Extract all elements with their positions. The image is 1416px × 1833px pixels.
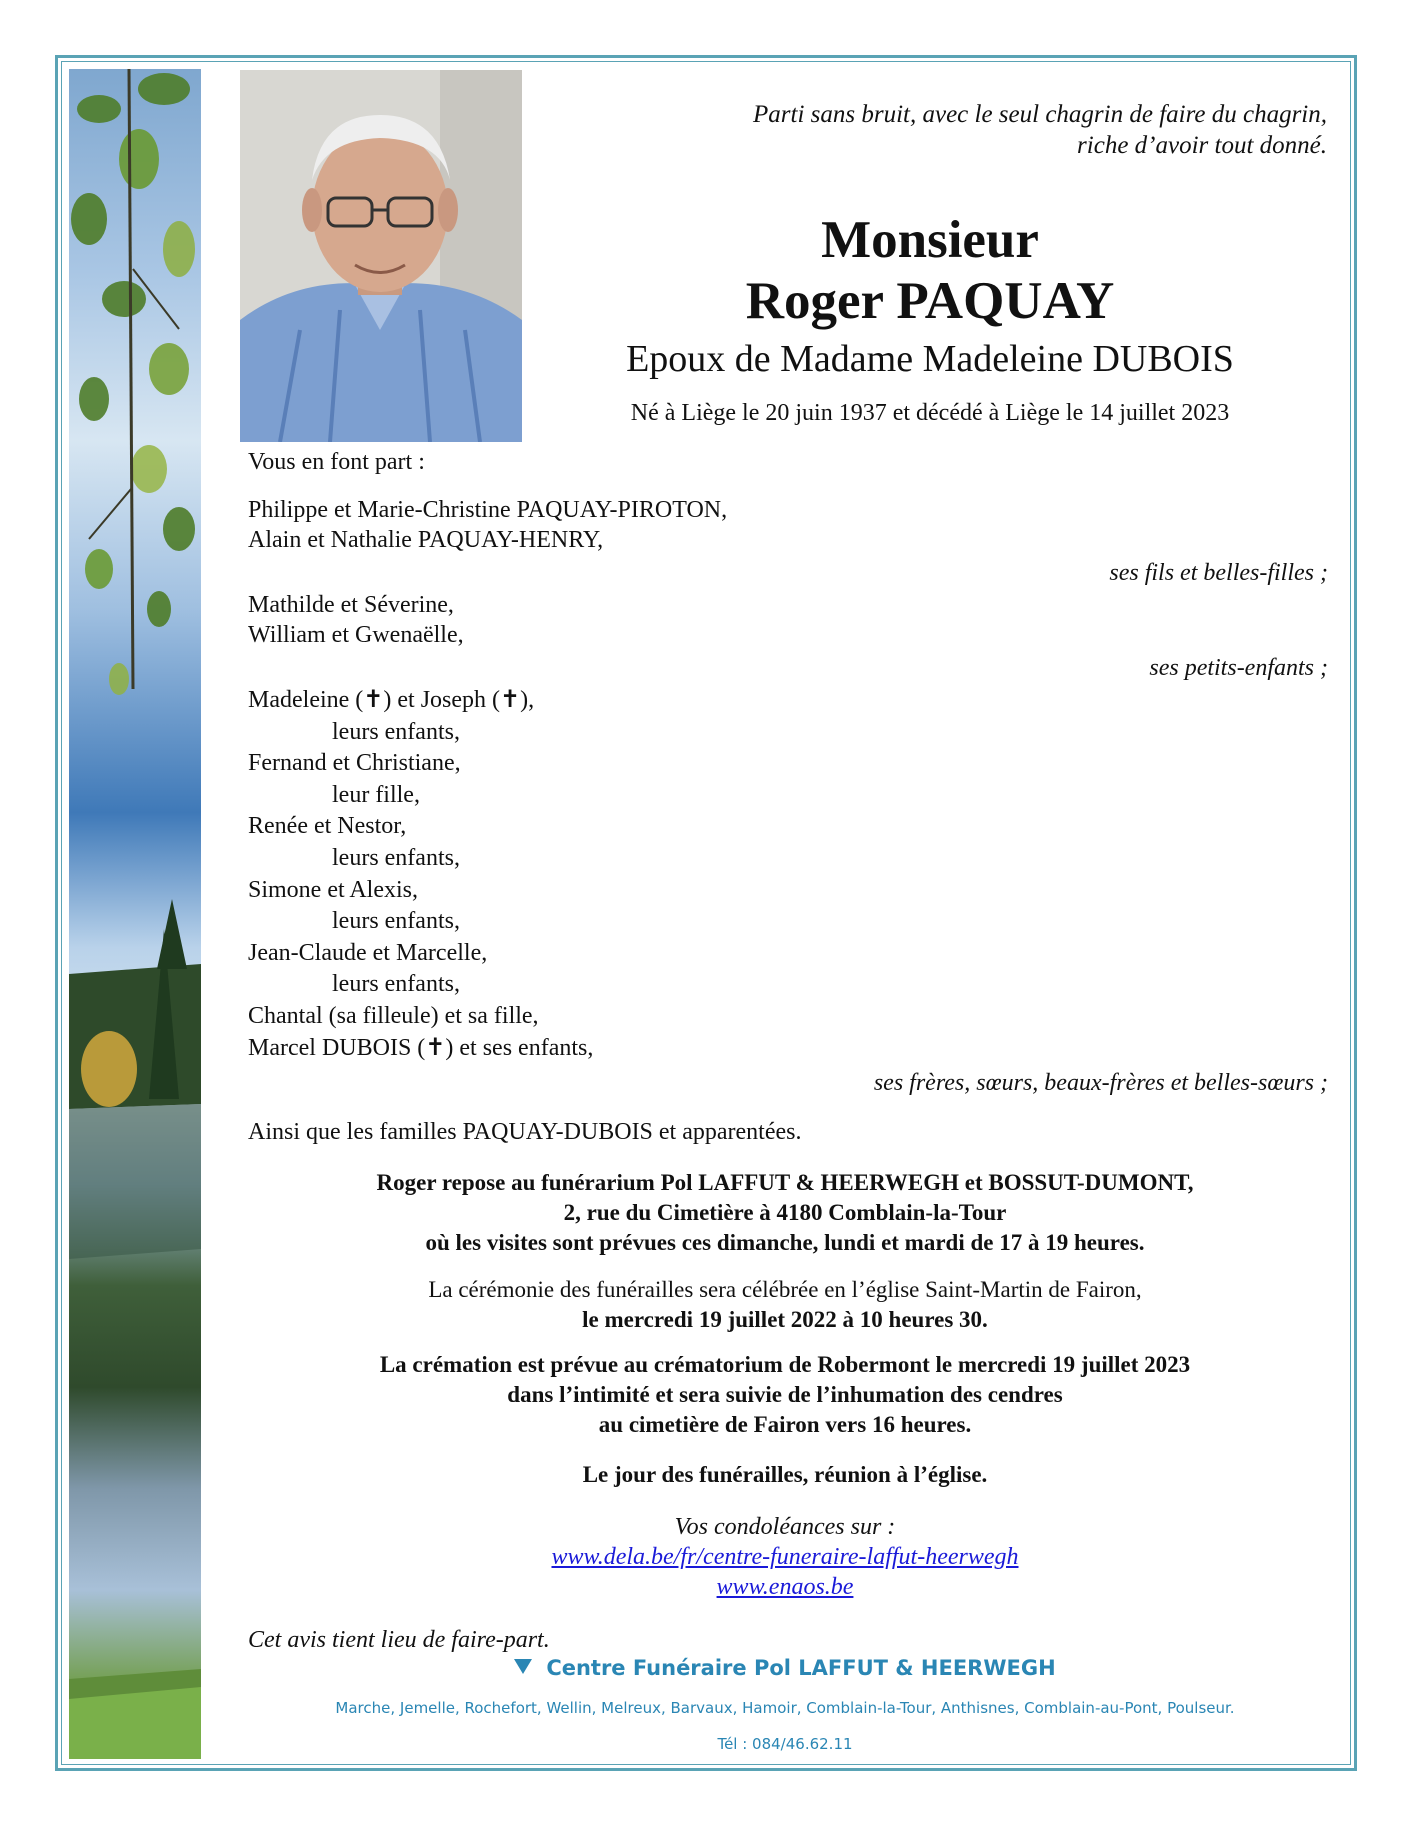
list-item: leurs enfants, (332, 718, 460, 745)
grandchildren-role: ses petits-enfants ; (1149, 655, 1328, 681)
company-locations: Marche, Jemelle, Rochefort, Wellin, Melreux, Barvaux, Hamoir, Comblain-la-Tour, Anthisnes, Comblain-au-Pont, Poulseur. (335, 1699, 1235, 1717)
list-item: Jean-Claude et Marcelle, (248, 939, 488, 966)
cremation-line: dans l’intimité et sera suivie de l’inhumation des cendres (507, 1382, 1063, 1407)
quote-line: riche d’avoir tout donné. (1077, 132, 1327, 159)
list-item: Madeleine (✝) et Joseph (✝), (248, 687, 535, 713)
ceremony-line: La cérémonie des funérailles sera célébrée en l’église Saint-Martin de Fairon, (428, 1277, 1142, 1302)
ceremony-date: le mercredi 19 juillet 2022 à 10 heures 30. (582, 1307, 988, 1332)
list-item: leurs enfants, (332, 844, 460, 871)
birth-death-dates: Né à Liège le 20 juin 1937 et décédé à Liège le 14 juillet 2023 (630, 400, 1230, 426)
list-item: Marcel DUBOIS (✝) et ses enfants, (248, 1034, 594, 1061)
list-item: leur fille, (332, 781, 420, 808)
condolences-link-enaos[interactable]: www.enaos.be (716, 1574, 854, 1600)
company-label: Centre Funéraire Pol LAFFUT & HEERWEGH (546, 1656, 1056, 1680)
deceased-name: Roger PAQUAY (745, 272, 1115, 330)
notice-text: Cet avis tient lieu de faire-part. (248, 1627, 550, 1653)
list-item: Chantal (sa filleule) et sa fille, (248, 1002, 539, 1029)
triangle-down-icon (514, 1659, 532, 1674)
list-item: Fernand et Christiane, (248, 750, 461, 777)
quote-line: Parti sans bruit, avec le seul chagrin de faire du chagrin, (753, 101, 1327, 128)
list-item: leurs enfants, (332, 908, 460, 935)
visitation-line: Roger repose au funérarium Pol LAFFUT & HEERWEGH et BOSSUT-DUMONT, (376, 1170, 1194, 1195)
families-line: Ainsi que les familles PAQUAY-DUBOIS et apparentées. (248, 1119, 802, 1145)
visitation-line: où les visites sont prévues ces dimanche, lundi et mardi de 17 à 19 heures. (425, 1230, 1145, 1255)
ceremony-info (240, 1275, 1330, 1335)
children-list (248, 495, 727, 555)
list-item: Mathilde et Séverine, (248, 592, 454, 618)
list-item: Alain et Nathalie PAQUAY-HENRY, (248, 527, 604, 553)
cremation-info (240, 1350, 1330, 1440)
visitation-line: 2, rue du Cimetière à 4180 Comblain-la-Tour (563, 1200, 1007, 1225)
list-item: Simone et Alexis, (248, 876, 418, 903)
quote (600, 99, 1327, 161)
company-name (240, 1656, 1330, 1680)
list-item: Renée et Nestor, (248, 813, 407, 840)
meeting-info: Le jour des funérailles, réunion à l’église. (582, 1462, 988, 1487)
condolences-block (240, 1512, 1330, 1602)
cremation-line: La crémation est prévue au crématorium de Robermont le mercredi 19 juillet 2023 (379, 1352, 1191, 1377)
siblings-role: ses frères, sœurs, beaux-frères et belles-sœurs ; (873, 1070, 1328, 1096)
list-item: leurs enfants, (332, 971, 460, 998)
visitation-info (240, 1168, 1330, 1258)
portrait-photo (240, 70, 522, 442)
condolences-label: Vos condoléances sur : (674, 1514, 896, 1540)
list-item: William et Gwenaëlle, (248, 622, 464, 648)
company-phone: Tél : 084/46.62.11 (717, 1735, 853, 1753)
siblings-list (248, 685, 593, 1064)
list-item: Philippe et Marie-Christine PAQUAY-PIROTON, (248, 497, 728, 523)
children-role: ses fils et belles-filles ; (1109, 560, 1328, 586)
salutation: Monsieur (821, 211, 1039, 269)
condolences-link-dela[interactable]: www.dela.be/fr/centre-funeraire-laffut-heerwegh (551, 1544, 1019, 1570)
cremation-line: au cimetière de Fairon vers 16 heures. (598, 1412, 972, 1437)
intro-text: Vous en font part : (248, 449, 425, 475)
grandchildren-list (248, 590, 464, 650)
spouse-line: Epoux de Madame Madeleine DUBOIS (626, 338, 1234, 380)
landscape-strip-image (69, 69, 201, 1759)
